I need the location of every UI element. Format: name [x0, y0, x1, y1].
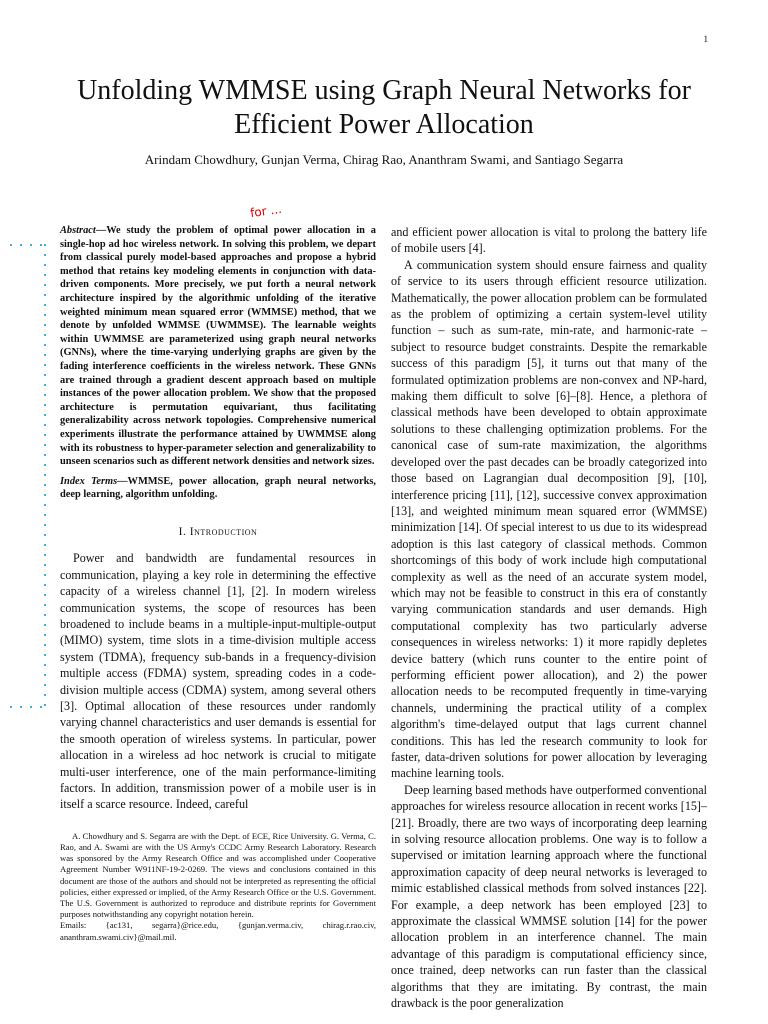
margin-dot [44, 594, 46, 596]
margin-dot [44, 604, 46, 606]
margin-dot [44, 484, 46, 486]
margin-dot [44, 614, 46, 616]
index-terms-label: Index Terms [60, 475, 118, 487]
footnote-affiliations: A. Chowdhury and S. Segarra are with the Dept. of ECE, Rice University. G. Verma, C. Rao, and A. Swami are with the US Army's CCDC Army Research Laboratory. Research was sponsored by the Army Research Office and was accomplished under Cooperative Agreement Number W911NF-19-2-0269. The views and conclusions contained in this document are those of the authors and should not be interpreted as representing the official policies, either expressed or implied, of the Army Research Office or the U.S. Government. The U.S. Government is authorized to reproduce and distribute reprints for Government purposes notwithstanding any copyright notation herein. [60, 830, 376, 920]
margin-selection-marker [10, 244, 48, 706]
right-paragraph-3: Deep learning based methods have outperformed conventional approaches for wireless resource allocation in recent works [15]–[21]. Broadly, there are two ways of incorporating deep learning in solving resource allocation problems. One way is to follow a supervised or imitation learning approach where the functional approximation capacity of deep neural networks is leveraged to mimic established classical methods from solved instances [22]. For example, a deep network has been employed [23] to approximate the classical WMMSE solution [14] for the power allocation problem in an interference channel. The main advantage of this paradigm is computational efficiency since, once trained, deep networks can run faster than the classical algorithms that they are imitating. By contrast, the main drawback is the poor generalization [391, 782, 707, 1011]
margin-dot [44, 454, 46, 456]
margin-dot [44, 664, 46, 666]
margin-dot [44, 544, 46, 546]
page-number: 1 [703, 34, 708, 44]
index-terms [60, 475, 376, 502]
margin-dot [40, 706, 42, 708]
margin-dot [44, 584, 46, 586]
margin-dot [44, 264, 46, 266]
margin-dot [20, 706, 22, 708]
margin-dot [44, 504, 46, 506]
margin-dot [44, 244, 46, 246]
margin-dot [44, 344, 46, 346]
abstract-text: —We study the problem of optimal power allocation in a single-hop ad hoc wireless network. In solving this problem, we depart from classical purely model-based approaches and propose a hybrid method that retains key modeling elements in conjunction with data-driven components. More precisely, we put forth a neural network architecture inspired by the algorithmic unfolding of the iterative weighted minimum mean squared error (WMMSE) method, that we denote by unfolded WMMSE (UWMMSE). The learnable weights within UWMMSE are parameterized using graph neural networks (GNNs), where the time-varying underlying graphs are given by the fading interference coefficients in the wireless network. These GNNs are trained through a gradient descent approach based on multiple instances of the power allocation problem. We show that the proposed architecture is permutation equivariant, thus facilitating generalizability across network topologies. Comprehensive numerical experiments illustrate the performance attained by UWMMSE along with its robustness to hyper-parameter selection and generalizability to unseen scenarios such as different network densities and network sizes. [60, 225, 376, 468]
margin-dot [44, 384, 46, 386]
margin-dot [10, 244, 12, 246]
section-heading [60, 524, 376, 540]
margin-dot [44, 404, 46, 406]
footnote [60, 831, 376, 943]
margin-dot [44, 634, 46, 636]
margin-dot [44, 354, 46, 356]
margin-dot [44, 304, 46, 306]
footnote-emails: Emails: {ac131, segarra}@rice.edu, {gunjan.verma.civ, chirag.r.rao.civ, ananthram.swami.civ}@mail.mil. [60, 920, 376, 942]
margin-dot [44, 274, 46, 276]
margin-dot [44, 694, 46, 696]
margin-dot [20, 244, 22, 246]
margin-dot [44, 474, 46, 476]
margin-dot [44, 524, 46, 526]
margin-dot [30, 706, 32, 708]
margin-dot [44, 284, 46, 286]
margin-dot [44, 644, 46, 646]
abstract-label: Abstract [60, 225, 96, 236]
paper-title: Unfolding WMMSE using Graph Neural Networks for Efficient Power Allocation [77, 75, 691, 140]
margin-dot [44, 314, 46, 316]
margin-dot [44, 554, 46, 556]
abstract [60, 224, 376, 469]
handwritten-annotation: for ... [249, 201, 283, 221]
margin-dot [44, 494, 46, 496]
margin-dot [30, 244, 32, 246]
margin-dot [44, 334, 46, 336]
margin-dot [10, 706, 12, 708]
index-terms-text: —WMMSE, power allocation, graph neural networks, deep learning, algorithm unfolding. [60, 475, 376, 501]
margin-dot [44, 514, 46, 516]
margin-dot [44, 704, 46, 706]
margin-dot [44, 434, 46, 436]
margin-dot [44, 444, 46, 446]
margin-dot [44, 534, 46, 536]
margin-dot [44, 374, 46, 376]
margin-dot [44, 464, 46, 466]
margin-dot [44, 674, 46, 676]
left-column [60, 224, 376, 943]
margin-dot [44, 684, 46, 686]
margin-dot [40, 244, 42, 246]
intro-paragraph: Power and bandwidth are fundamental resources in communication, playing a key role in determining the effective capacity of a wireless channel [1], [2]. In modern wireless communication systems, the scope of resources has been broadened to include beams in a multiple-input-multiple-output (MIMO) system, time slots in a time-division multiple access system (TDMA), frequency sub-bands in a frequency-division multiple access (FDMA) system, spreading codes in a code-division multiple access (CDMA) system, among several others [3]. Optimal allocation of these resources under randomly varying channel characteristics and user demands is essential for the smooth operation of wireless systems. In particular, power allocation in a wireless ad hoc network is crucial to mitigate multi-user interference, one of the main performance-limiting factors. In addition, transmission power of a mobile user is in itself a scarce resource. Indeed, careful [60, 551, 376, 812]
margin-dot [44, 364, 46, 366]
margin-dot [44, 624, 46, 626]
margin-dot [44, 394, 46, 396]
right-paragraph-1: and efficient power allocation is vital to prolong the battery life of mobile users [4]. [391, 225, 707, 256]
margin-dot [44, 254, 46, 256]
margin-dot [44, 564, 46, 566]
margin-dot [44, 654, 46, 656]
margin-dot [44, 414, 46, 416]
margin-dot [44, 424, 46, 426]
margin-dot [44, 574, 46, 576]
right-column [391, 224, 707, 1012]
margin-dot [44, 324, 46, 326]
right-paragraph-2: A communication system should ensure fairness and quality of service to its users through efficient resource utilization. Mathematically, the power allocation problem can be formulated as the problem of optimizing a certain system-level utility function – such as sum-rate, min-rate, and harmonic-rate – subject to resource budget constraints. Despite the remarkable success of this paradigm [5], it turns out that many of the formulated optimization problems are non-convex and NP-hard, making them difficult to solve [6]–[8]. Hence, a plethora of classical methods have been developed to obtain approximate solutions to these challenging optimization problems. For the canonical case of sum-rate maximization, the algorithms developed over the past decades can be broadly categorized into those based on Lagrangian dual decomposition [9], [10], interference pricing [11], [12], successive convex approximation [13], and weighted minimum mean squared error (WMMSE) minimization [14]. Of special interest to us due to its widespread adoption is this last category of classical methods. Common shortcomings of this body of work include high computational complexity as well as the need of an accurate system model, which may not be feasible to construct in this era of constantly varying communication standards and user demands. High computational complexity has two particularly adverse consequences in wireless networks: 1) it more rapidly depletes device battery (which runs counter to the entire point of performing efficient power allocation), and 2) the power allocation needs to be recomputed frequently in time-varying channels, undermining the practical utility of a complex algorithm's time-delayed output that lags current channel conditions. This has led the research community to look for faster, data-driven solutions for power allocation by leveraging machine learning tools. [391, 257, 707, 781]
author-list: Arindam Chowdhury, Gunjan Verma, Chirag Rao, Ananthram Swami, and Santiago Segarra [144, 152, 624, 167]
section-number: I. [178, 525, 187, 538]
section-name: Introduction [189, 525, 258, 538]
margin-dot [44, 294, 46, 296]
